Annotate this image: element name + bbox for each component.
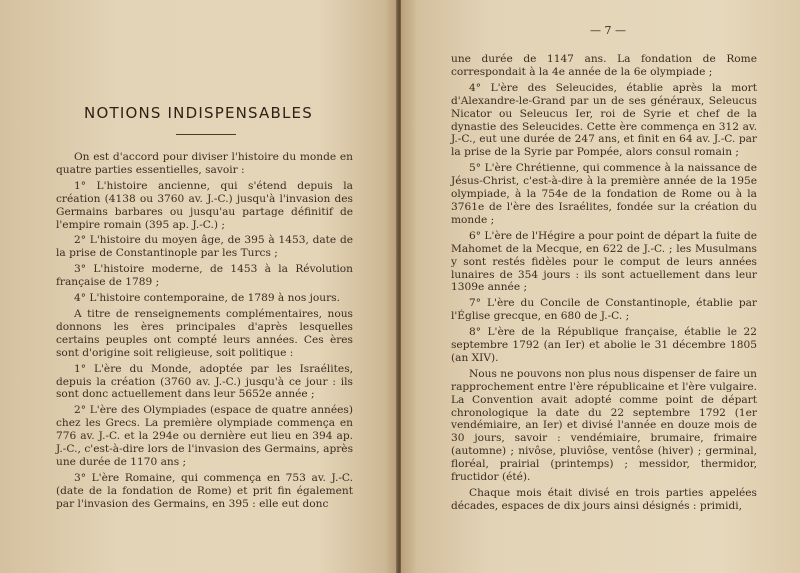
page-title: NOTIONS INDISPENSABLES xyxy=(84,104,313,122)
paragraph: 2° L'ère des Olympiades (espace de quatre années) chez les Grecs. La première olympiade commença en 776 av. J.-C. et la 294e ou dernière eut lieu en 394 ap. J.-C., c'est-à-dire lors de l'invasion des Germains, après une durée de 1170 ans ; xyxy=(56,404,353,468)
paragraph: 5° L'ère Chrétienne, qui commence à la naissance de Jésus-Christ, c'est-à-dire à la première année de la 195e olympiade, à la 754e de la fondation de Rome ou à la 3761e de l'ère des Israélites, fondée sur la création du monde ; xyxy=(451,162,757,226)
paragraph: 2° L'histoire du moyen âge, de 395 à 1453, date de la prise de Constantinople par les Turcs ; xyxy=(56,234,353,260)
paragraph: 8° L'ère de la République française, établie le 22 septembre 1792 (an Ier) et abolie le 31 décembre 1805 (an XIV). xyxy=(451,326,757,364)
left-page xyxy=(0,0,397,573)
paragraph: 7° L'ère du Concile de Constantinople, établie par l'Église grecque, en 680 de J.-C. ; xyxy=(451,297,757,323)
paragraph: 4° L'ère des Seleucides, établie après la mort d'Alexandre-le-Grand par un de ses généraux, Seleucus Nicator ou Seleucus Ier, roi de Syrie et chef de la dynastie des Seleucides. Cette ère commença en 312 av. J.-C., eut une durée de 247 ans, et finit en 64 av. J.-C. par la prise de la Syrie par Pompée, alors consul romain ; xyxy=(451,81,757,159)
left-page-text xyxy=(56,151,353,514)
paragraph: Nous ne pouvons non plus nous dispenser de faire un rapprochement entre l'ère républicaine et l'ère vulgaire. La Convention avait adopté comme point de départ chronologique la date du 22 septembre 1792 (1er vendémiaire, an Ier) et divisé l'année en douze mois de 30 jours, savoir : vendémiaire, brumaire, frimaire (automne) ; nivôse, pluviôse, ventôse (hiver) ; germinal, floréal, prairial (printemps) ; messidor, thermidor, fructidor (été). xyxy=(451,367,757,484)
paragraph: Chaque mois était divisé en trois parties appelées décades, espaces de dix jours ainsi désignés : primidi, xyxy=(451,487,757,512)
paragraph: 6° L'ère de l'Hégire a pour point de départ la fuite de Mahomet de la Mecque, en 622 de J.-C. ; les Musulmans y sont restés fidèles pour le comput de leurs années lunaires de 354 jours : ils sont actuellement dans leur 1309e année ; xyxy=(451,229,757,294)
paragraph: 3° L'histoire moderne, de 1453 à la Révolution française de 1789 ; xyxy=(56,263,353,289)
paragraph: 3° L'ère Romaine, qui commença en 753 av. J.-C. (date de la fondation de Rome) et prit fin également par l'invasion des Germains, en 395 : elle eut donc xyxy=(56,471,353,510)
paragraph: 1° L'histoire ancienne, qui s'étend depuis la création (4138 ou 3760 av. J.-C.) jusqu'à l'invasion des Germains barbares ou jusqu'au partage définitif de l'empire romain (395 ap. J.-C.) ; xyxy=(56,179,353,231)
paragraph: 4° L'histoire contemporaine, de 1789 à nos jours. xyxy=(74,292,340,305)
title-rule xyxy=(176,134,236,135)
paragraph: On est d'accord pour diviser l'histoire du monde en quatre parties essentielles, savoir : xyxy=(56,151,353,176)
right-page-text xyxy=(451,53,757,516)
paragraph: A titre de renseignements complémentaires, nous donnons les ères principales d'après lesquelles certains peuples ont compté leurs années. Ces ères sont d'origine soit religieuse, soit politique : xyxy=(56,307,353,359)
right-page xyxy=(401,0,800,573)
paragraph: une durée de 1147 ans. La fondation de Rome correspondait à la 4e année de la 6e olympiade ; xyxy=(451,53,757,78)
page-number: — 7 — xyxy=(590,24,626,37)
paragraph: 1° L'ère du Monde, adoptée par les Israélites, depuis la création (3760 av. J.-C.) jusqu'à ce jour : ils sont donc actuellement dans leur 5652e année ; xyxy=(56,362,353,401)
